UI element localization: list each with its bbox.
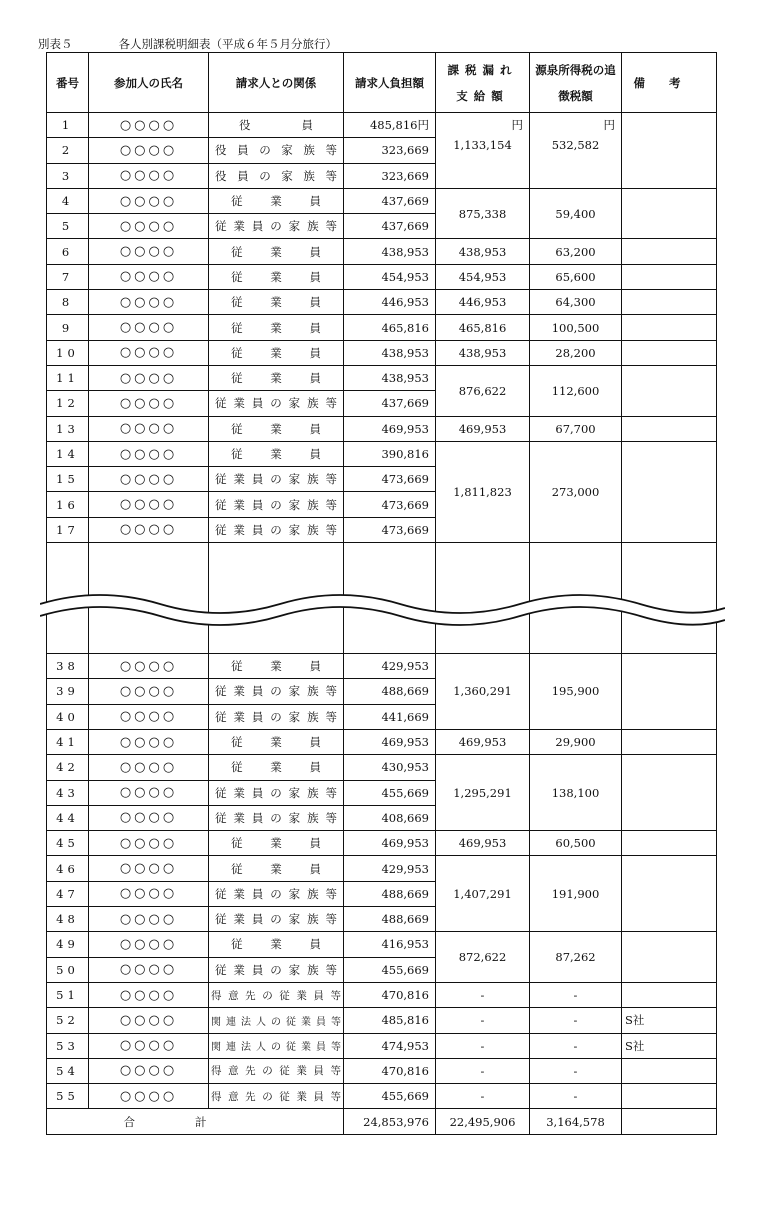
group-omission: 875,338 — [436, 188, 530, 239]
row-no: 3 — [47, 163, 89, 188]
row-burden: 470,816 — [344, 1058, 436, 1083]
row-name: ○○○○ — [89, 831, 209, 856]
row-note — [622, 654, 717, 730]
table-row — [47, 113, 717, 138]
row-tax: 29,900 — [530, 729, 622, 754]
row-note — [622, 264, 717, 289]
total-row — [47, 1109, 717, 1134]
row-omission: 438,953 — [436, 340, 530, 365]
header-burden: 請求人負担額 — [344, 53, 436, 113]
row-omission: - — [436, 1058, 530, 1083]
row-name: ○○○○ — [89, 517, 209, 542]
row-relation: 従業員の家族等 — [209, 492, 344, 517]
row-no: 43 — [47, 780, 89, 805]
row-no: 1 — [47, 113, 89, 138]
row-no: 15 — [47, 467, 89, 492]
row-burden: 438,953 — [344, 340, 436, 365]
row-tax: 60,500 — [530, 831, 622, 856]
row-no: 55 — [47, 1084, 89, 1109]
table-row — [47, 290, 717, 315]
row-name: ○○○○ — [89, 679, 209, 704]
row-burden: 473,669 — [344, 492, 436, 517]
row-note — [622, 315, 717, 340]
row-relation: 従業員 — [209, 441, 344, 466]
row-relation: 従業員 — [209, 755, 344, 780]
row-note — [622, 1058, 717, 1083]
row-note — [622, 982, 717, 1007]
row-burden: 438,953 — [344, 365, 436, 390]
row-tax: 63,200 — [530, 239, 622, 264]
row-burden: 473,669 — [344, 467, 436, 492]
row-name: ○○○○ — [89, 441, 209, 466]
row-relation: 従業員の家族等 — [209, 391, 344, 416]
row-omission: 469,953 — [436, 416, 530, 441]
row-name: ○○○○ — [89, 957, 209, 982]
row-burden: 469,953 — [344, 729, 436, 754]
row-no: 42 — [47, 755, 89, 780]
row-no: 16 — [47, 492, 89, 517]
row-name: ○○○○ — [89, 907, 209, 932]
group-omission: 1,295,291 — [436, 755, 530, 831]
row-relation: 従業員 — [209, 340, 344, 365]
row-burden: 465,816 — [344, 315, 436, 340]
row-note — [622, 113, 717, 189]
row-note — [622, 932, 717, 983]
group-omission: 1,133,154 — [436, 138, 530, 189]
row-name: ○○○○ — [89, 416, 209, 441]
table-caption — [38, 36, 337, 52]
row-name: ○○○○ — [89, 467, 209, 492]
row-no: 38 — [47, 654, 89, 679]
table-row — [47, 188, 717, 213]
total-note — [622, 1109, 717, 1134]
group-tax: 59,400 — [530, 188, 622, 239]
row-omission: 465,816 — [436, 315, 530, 340]
row-note: S社 — [622, 1033, 717, 1058]
row-relation: 従業員の家族等 — [209, 679, 344, 704]
row-relation: 得意先の従業員等 — [209, 1058, 344, 1083]
row-relation: 従業員 — [209, 188, 344, 213]
row-relation: 役員の家族等 — [209, 163, 344, 188]
row-tax: - — [530, 1033, 622, 1058]
row-name: ○○○○ — [89, 214, 209, 239]
total-omission: 22,495,906 — [436, 1109, 530, 1134]
group-tax: 532,582 — [530, 138, 622, 189]
row-tax: - — [530, 982, 622, 1007]
row-note — [622, 188, 717, 239]
row-name: ○○○○ — [89, 290, 209, 315]
row-relation: 従業員の家族等 — [209, 704, 344, 729]
row-burden: 437,669 — [344, 214, 436, 239]
row-omission: 454,953 — [436, 264, 530, 289]
unit-yen-omission: 円 — [436, 113, 530, 138]
row-name: ○○○○ — [89, 163, 209, 188]
row-name: ○○○○ — [89, 1084, 209, 1109]
row-no: 9 — [47, 315, 89, 340]
row-relation: 役員 — [209, 113, 344, 138]
table-row — [47, 1058, 717, 1083]
row-no: 54 — [47, 1058, 89, 1083]
row-burden: 473,669 — [344, 517, 436, 542]
group-omission: 872,622 — [436, 932, 530, 983]
row-relation: 従業員 — [209, 315, 344, 340]
header-name: 参加人の氏名 — [89, 53, 209, 113]
row-relation: 従業員 — [209, 365, 344, 390]
row-note — [622, 340, 717, 365]
group-tax: 273,000 — [530, 441, 622, 542]
row-no: 49 — [47, 932, 89, 957]
table-row — [47, 138, 717, 163]
row-relation: 従業員の家族等 — [209, 805, 344, 830]
row-burden: 323,669 — [344, 163, 436, 188]
row-tax: - — [530, 1008, 622, 1033]
row-no: 11 — [47, 365, 89, 390]
row-relation: 従業員の家族等 — [209, 907, 344, 932]
group-tax: 195,900 — [530, 654, 622, 730]
table-row — [47, 1008, 717, 1033]
row-burden: 469,953 — [344, 831, 436, 856]
header-tax: 源泉所得税の追徴税額 — [530, 53, 622, 113]
table-row — [47, 982, 717, 1007]
row-tax: - — [530, 1084, 622, 1109]
row-relation: 従業員の家族等 — [209, 214, 344, 239]
row-omission: 469,953 — [436, 831, 530, 856]
row-no: 12 — [47, 391, 89, 416]
row-tax: - — [530, 1058, 622, 1083]
row-no: 8 — [47, 290, 89, 315]
row-note — [622, 365, 717, 416]
row-burden: 408,669 — [344, 805, 436, 830]
group-omission: 1,407,291 — [436, 856, 530, 932]
table-row — [47, 932, 717, 957]
row-burden: 488,669 — [344, 881, 436, 906]
row-name: ○○○○ — [89, 1058, 209, 1083]
row-tax: 67,700 — [530, 416, 622, 441]
table-row — [47, 1033, 717, 1058]
row-burden: 416,953 — [344, 932, 436, 957]
row-burden: 488,669 — [344, 907, 436, 932]
row-name: ○○○○ — [89, 113, 209, 138]
row-burden: 470,816 — [344, 982, 436, 1007]
unit-yen-tax: 円 — [530, 113, 622, 138]
table-row — [47, 340, 717, 365]
row-burden: 429,953 — [344, 856, 436, 881]
table-row — [47, 441, 717, 466]
row-burden: 430,953 — [344, 755, 436, 780]
row-burden: 455,669 — [344, 1084, 436, 1109]
row-relation: 従業員 — [209, 416, 344, 441]
row-relation: 従業員の家族等 — [209, 467, 344, 492]
omission-wave-break — [40, 590, 725, 630]
row-burden: 437,669 — [344, 188, 436, 213]
row-name: ○○○○ — [89, 856, 209, 881]
group-omission: 1,360,291 — [436, 654, 530, 730]
group-omission: 1,811,823 — [436, 441, 530, 542]
row-relation: 従業員の家族等 — [209, 517, 344, 542]
row-relation: 役員の家族等 — [209, 138, 344, 163]
header-row — [47, 53, 717, 113]
group-tax: 191,900 — [530, 856, 622, 932]
row-relation: 従業員 — [209, 654, 344, 679]
row-no: 46 — [47, 856, 89, 881]
row-relation: 従業員 — [209, 264, 344, 289]
row-burden: 438,953 — [344, 239, 436, 264]
table-row — [47, 315, 717, 340]
row-relation: 従業員の家族等 — [209, 881, 344, 906]
table-row — [47, 755, 717, 780]
row-name: ○○○○ — [89, 654, 209, 679]
row-relation: 関連法人の従業員等 — [209, 1033, 344, 1058]
row-name: ○○○○ — [89, 1033, 209, 1058]
row-note: S社 — [622, 1008, 717, 1033]
row-note — [622, 441, 717, 542]
row-burden: 454,953 — [344, 264, 436, 289]
row-relation: 従業員 — [209, 239, 344, 264]
row-name: ○○○○ — [89, 932, 209, 957]
header-omission: 課税漏れ支給額 — [436, 53, 530, 113]
table-row — [47, 729, 717, 754]
row-note — [622, 290, 717, 315]
row-note — [622, 1084, 717, 1109]
row-name: ○○○○ — [89, 492, 209, 517]
row-no: 47 — [47, 881, 89, 906]
row-name: ○○○○ — [89, 138, 209, 163]
row-note — [622, 729, 717, 754]
row-no: 17 — [47, 517, 89, 542]
row-no: 4 — [47, 188, 89, 213]
row-name: ○○○○ — [89, 264, 209, 289]
caption-label: 別表５ — [38, 37, 73, 51]
table-row — [47, 239, 717, 264]
row-name: ○○○○ — [89, 805, 209, 830]
table-row — [47, 831, 717, 856]
row-name: ○○○○ — [89, 365, 209, 390]
total-label: 合計 — [47, 1109, 344, 1134]
row-no: 40 — [47, 704, 89, 729]
row-no: 14 — [47, 441, 89, 466]
row-burden: 485,816 — [344, 1008, 436, 1033]
row-no: 7 — [47, 264, 89, 289]
table-row — [47, 654, 717, 679]
table-row — [47, 856, 717, 881]
row-omission: 469,953 — [436, 729, 530, 754]
row-no: 10 — [47, 340, 89, 365]
row-burden: 429,953 — [344, 654, 436, 679]
row-burden: 323,669 — [344, 138, 436, 163]
group-tax: 112,600 — [530, 365, 622, 416]
row-no: 51 — [47, 982, 89, 1007]
row-tax: 65,600 — [530, 264, 622, 289]
table-row — [47, 365, 717, 390]
row-name: ○○○○ — [89, 755, 209, 780]
row-omission: - — [436, 1008, 530, 1033]
row-name: ○○○○ — [89, 340, 209, 365]
row-burden: 488,669 — [344, 679, 436, 704]
row-omission: 446,953 — [436, 290, 530, 315]
row-relation: 関連法人の従業員等 — [209, 1008, 344, 1033]
row-omission: 438,953 — [436, 239, 530, 264]
row-burden: 485,816円 — [344, 113, 436, 138]
row-burden: 441,669 — [344, 704, 436, 729]
group-tax: 138,100 — [530, 755, 622, 831]
row-name: ○○○○ — [89, 982, 209, 1007]
row-no: 6 — [47, 239, 89, 264]
row-burden: 446,953 — [344, 290, 436, 315]
row-no: 48 — [47, 907, 89, 932]
row-name: ○○○○ — [89, 780, 209, 805]
row-name: ○○○○ — [89, 239, 209, 264]
row-note — [622, 239, 717, 264]
row-relation: 従業員 — [209, 729, 344, 754]
row-no: 2 — [47, 138, 89, 163]
row-no: 44 — [47, 805, 89, 830]
row-note — [622, 755, 717, 831]
row-tax: 64,300 — [530, 290, 622, 315]
row-relation: 従業員 — [209, 290, 344, 315]
caption-title: 各人別課税明細表（平成６年５月分旅行） — [118, 37, 337, 51]
table-row — [47, 1084, 717, 1109]
table-row — [47, 264, 717, 289]
row-note — [622, 416, 717, 441]
row-burden: 474,953 — [344, 1033, 436, 1058]
row-relation: 得意先の従業員等 — [209, 982, 344, 1007]
row-no: 53 — [47, 1033, 89, 1058]
row-no: 39 — [47, 679, 89, 704]
row-tax: 100,500 — [530, 315, 622, 340]
total-tax: 3,164,578 — [530, 1109, 622, 1134]
table-row — [47, 416, 717, 441]
header-note: 備考 — [622, 53, 717, 113]
group-tax: 87,262 — [530, 932, 622, 983]
row-burden: 469,953 — [344, 416, 436, 441]
row-note — [622, 831, 717, 856]
total-burden: 24,853,976 — [344, 1109, 436, 1134]
row-no: 5 — [47, 214, 89, 239]
row-no: 45 — [47, 831, 89, 856]
header-relation: 請求人との関係 — [209, 53, 344, 113]
row-relation: 従業員 — [209, 932, 344, 957]
row-name: ○○○○ — [89, 881, 209, 906]
row-name: ○○○○ — [89, 315, 209, 340]
row-omission: - — [436, 1084, 530, 1109]
row-burden: 455,669 — [344, 957, 436, 982]
header-no: 番号 — [47, 53, 89, 113]
row-no: 50 — [47, 957, 89, 982]
row-note — [622, 856, 717, 932]
row-no: 41 — [47, 729, 89, 754]
row-name: ○○○○ — [89, 704, 209, 729]
row-relation: 従業員の家族等 — [209, 780, 344, 805]
row-omission: - — [436, 982, 530, 1007]
row-relation: 得意先の従業員等 — [209, 1084, 344, 1109]
row-name: ○○○○ — [89, 188, 209, 213]
row-name: ○○○○ — [89, 729, 209, 754]
row-no: 13 — [47, 416, 89, 441]
row-omission: - — [436, 1033, 530, 1058]
row-no: 52 — [47, 1008, 89, 1033]
row-name: ○○○○ — [89, 391, 209, 416]
row-name: ○○○○ — [89, 1008, 209, 1033]
group-omission: 876,622 — [436, 365, 530, 416]
row-burden: 390,816 — [344, 441, 436, 466]
row-tax: 28,200 — [530, 340, 622, 365]
row-relation: 従業員 — [209, 856, 344, 881]
row-burden: 455,669 — [344, 780, 436, 805]
row-relation: 従業員の家族等 — [209, 957, 344, 982]
row-relation: 従業員 — [209, 831, 344, 856]
row-burden: 437,669 — [344, 391, 436, 416]
